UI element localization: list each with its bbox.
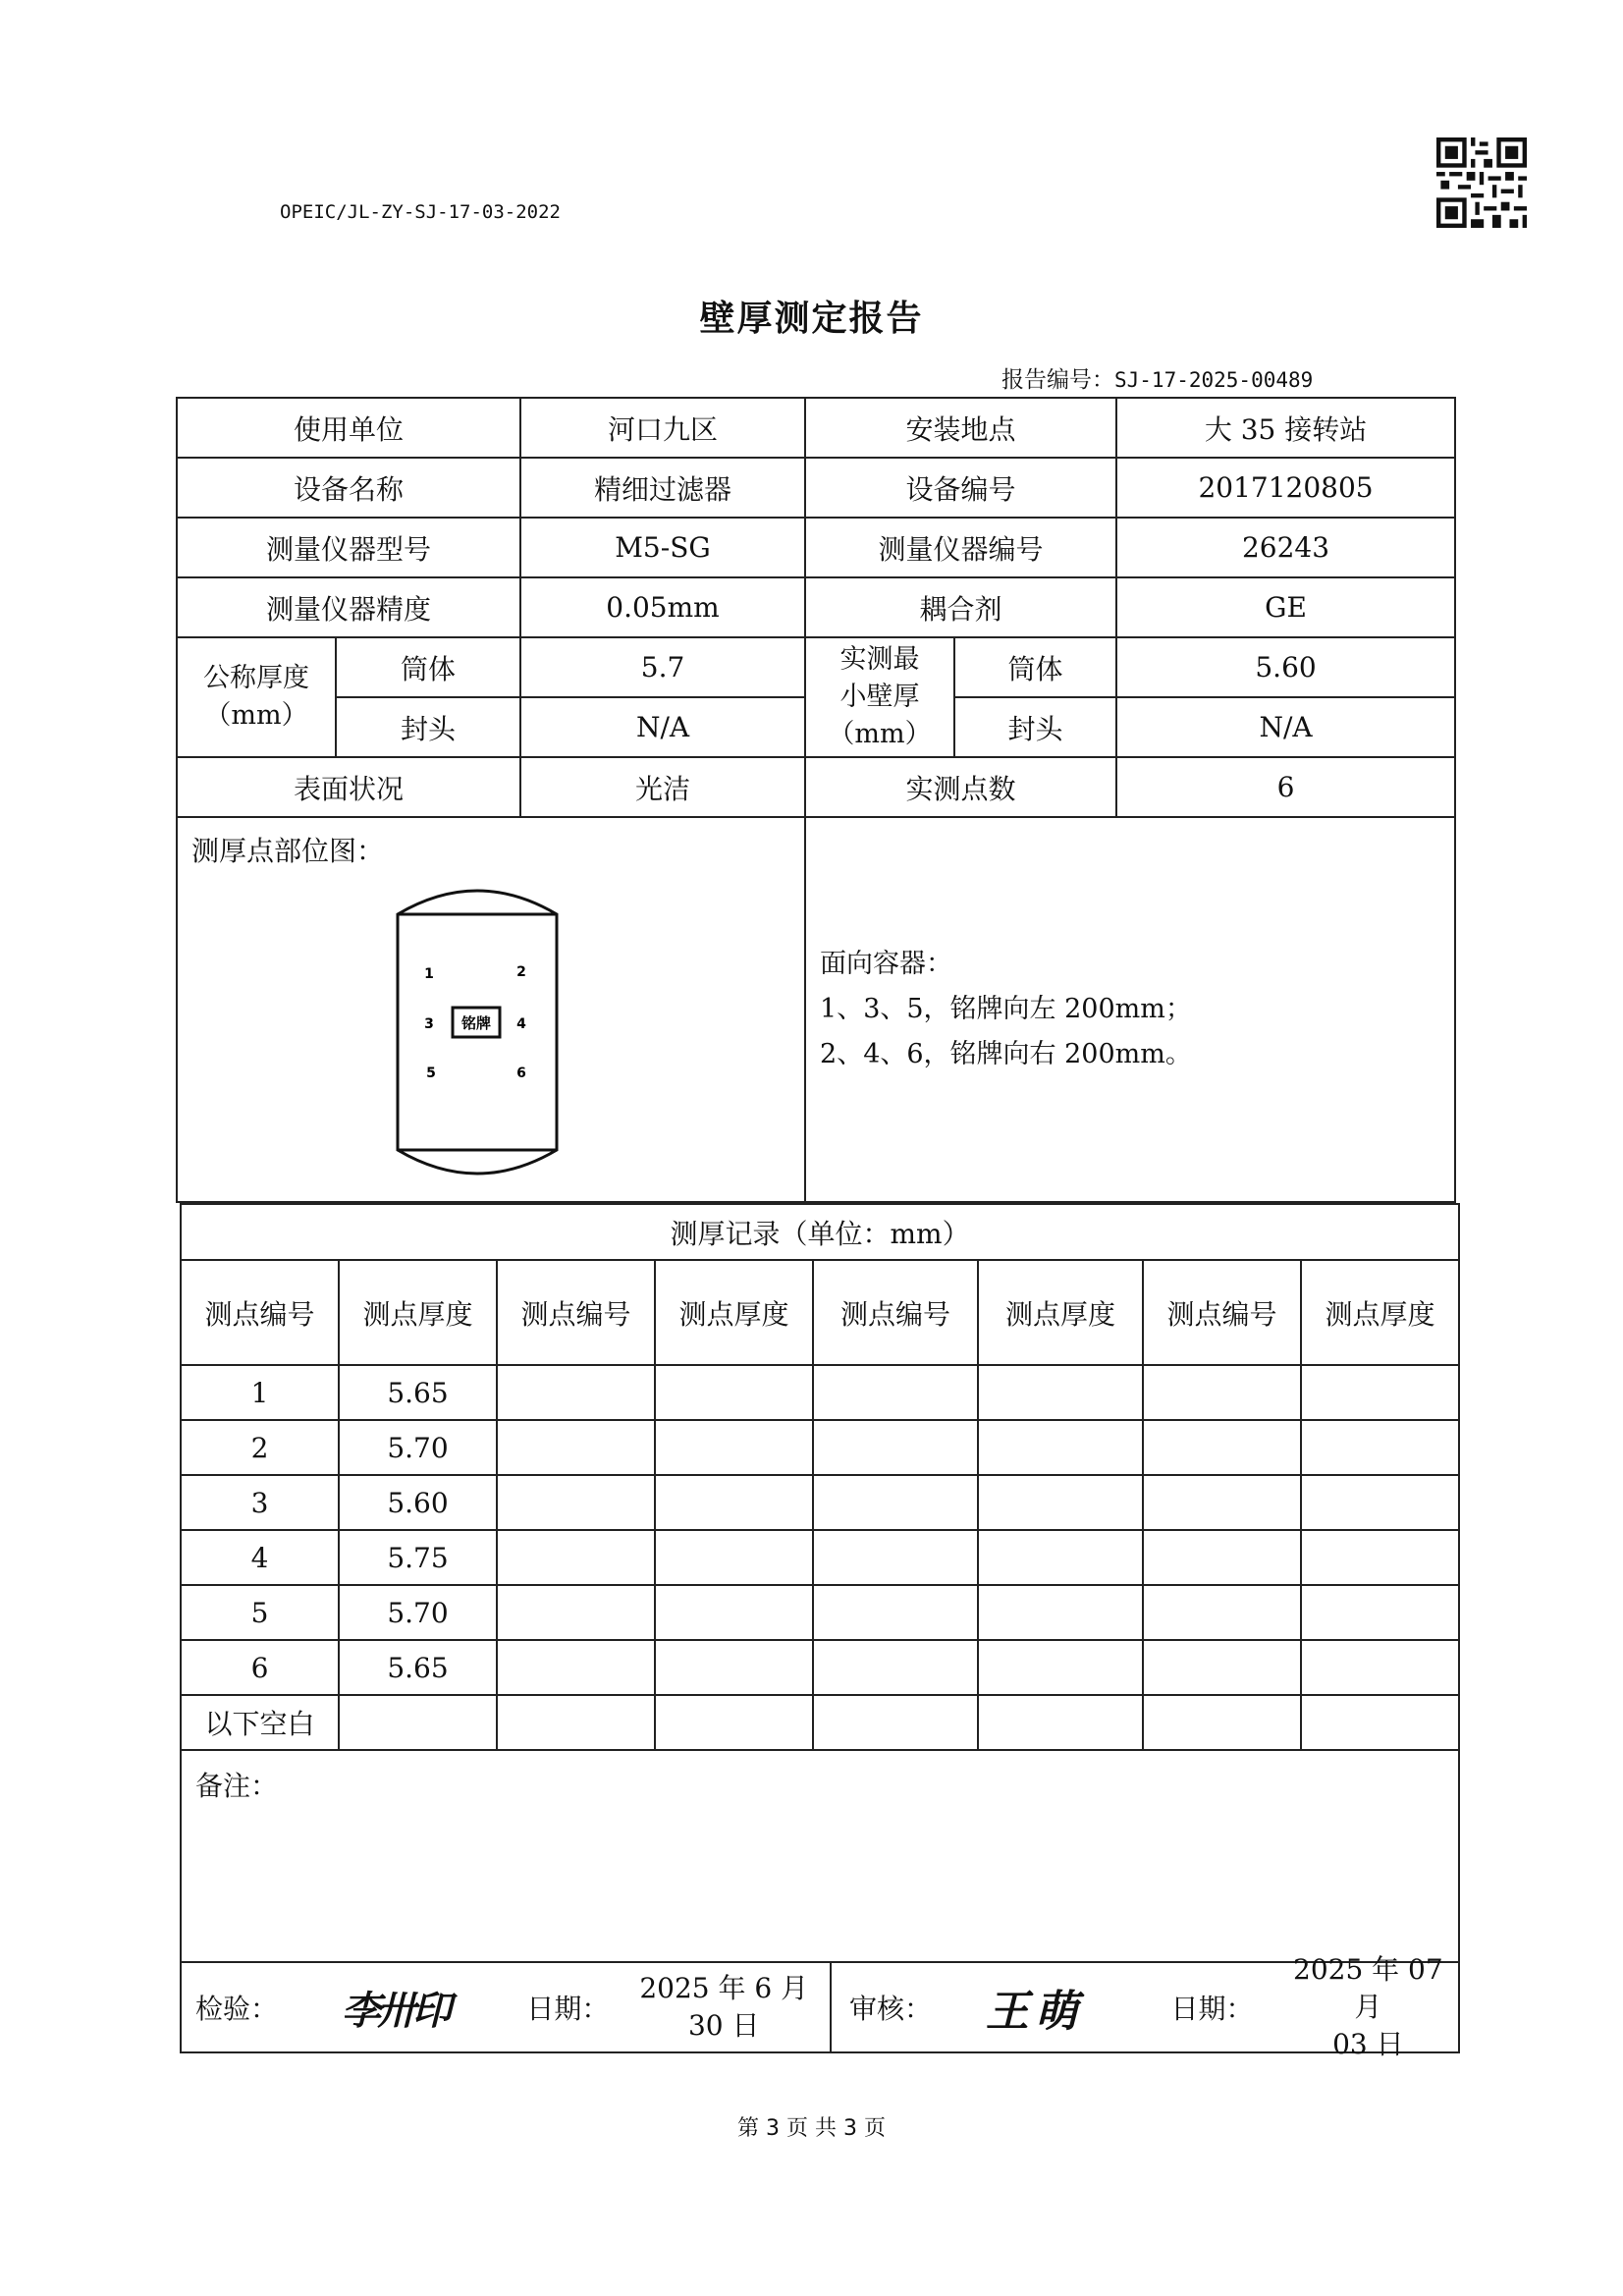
instrument-model-value: M5-SG: [520, 518, 805, 577]
equipment-info-table: [176, 397, 1456, 1203]
blank-below-label: 以下空白: [181, 1695, 339, 1750]
table-row: [177, 398, 1455, 458]
report-number-label: 报告编号：: [1001, 367, 1114, 393]
column-header: 测点厚度: [978, 1260, 1143, 1365]
vessel-diagram: [394, 885, 561, 1179]
note-line: 2、4、6，铭牌向右 200mm。: [820, 1039, 1192, 1069]
report-number-value: SJ-17-2025-00489: [1114, 368, 1314, 392]
point-thickness: 5.65: [339, 1365, 497, 1420]
point-thickness: 5.70: [339, 1420, 497, 1475]
review-date-line: 03 日: [1332, 2028, 1404, 2060]
empty-cell: [655, 1530, 813, 1585]
column-header: 测点厚度: [1301, 1260, 1459, 1365]
instrument-no-label: 测量仪器编号: [805, 518, 1116, 577]
user-unit-value: 河口九区: [520, 398, 805, 458]
empty-cell: [978, 1585, 1143, 1640]
measured-min-unit: （mm）: [828, 719, 932, 749]
empty-cell: [339, 1695, 497, 1750]
empty-cell: [1143, 1695, 1301, 1750]
surface-value: 光洁: [520, 757, 805, 817]
nominal-shell-label: 筒体: [336, 637, 520, 697]
report-number: [1001, 361, 1313, 394]
instrument-precision-label: 测量仪器精度: [177, 577, 520, 637]
empty-cell: [1143, 1585, 1301, 1640]
empty-cell: [813, 1585, 978, 1640]
review-date: [1278, 1951, 1459, 2063]
signature-line: [182, 1953, 1458, 2060]
vessel-outline: [398, 891, 557, 1174]
nameplate-text: 铭牌: [460, 1014, 492, 1032]
empty-cell: [978, 1365, 1143, 1420]
equipment-name-label: 设备名称: [177, 458, 520, 518]
point-1-label: 1: [424, 966, 434, 982]
point-number: 3: [181, 1475, 339, 1530]
empty-cell: [813, 1365, 978, 1420]
empty-cell: [1301, 1365, 1459, 1420]
table-row: [181, 1204, 1459, 1260]
point-6-label: 6: [516, 1066, 526, 1081]
empty-cell: [978, 1640, 1143, 1695]
review-date-line: 2025 年 07 月: [1293, 1953, 1443, 2023]
inspector-label: 检验：: [195, 1993, 279, 2025]
measurement-diagram-cell: [177, 817, 805, 1202]
remarks-cell: [181, 1750, 1459, 1962]
column-header: 测点厚度: [655, 1260, 813, 1365]
empty-cell: [813, 1475, 978, 1530]
empty-cell: [1143, 1530, 1301, 1585]
empty-cell: [497, 1420, 655, 1475]
column-header: 测点编号: [813, 1260, 978, 1365]
empty-cell: [497, 1640, 655, 1695]
nominal-thickness-label-line: 公称厚度: [203, 663, 309, 693]
qr-code-icon: [1436, 137, 1527, 228]
table-row: [177, 577, 1455, 637]
inspect-date-label: 日期：: [526, 1993, 610, 2025]
empty-cell: [813, 1530, 978, 1585]
measured-min-label: [805, 637, 954, 757]
couplant-label: 耦合剂: [805, 577, 1116, 637]
measured-head-label: 封头: [954, 697, 1116, 757]
empty-cell: [655, 1640, 813, 1695]
empty-cell: [978, 1695, 1143, 1750]
empty-cell: [497, 1695, 655, 1750]
instrument-model-label: 测量仪器型号: [177, 518, 520, 577]
empty-cell: [978, 1420, 1143, 1475]
empty-cell: [497, 1475, 655, 1530]
note-line: 面向容器：: [820, 949, 953, 979]
table-row: [181, 1695, 1459, 1750]
table-row: [181, 1365, 1459, 1420]
empty-cell: [978, 1530, 1143, 1585]
empty-cell: [1301, 1585, 1459, 1640]
empty-cell: [1143, 1365, 1301, 1420]
empty-cell: [655, 1420, 813, 1475]
document-code: OPEIC/JL-ZY-SJ-17-03-2022: [280, 201, 561, 223]
point-4-label: 4: [516, 1016, 526, 1032]
empty-cell: [497, 1365, 655, 1420]
empty-cell: [655, 1365, 813, 1420]
empty-cell: [813, 1420, 978, 1475]
table-header-row: [181, 1260, 1459, 1365]
table-row: [181, 1640, 1459, 1695]
measured-shell-value: 5.60: [1116, 637, 1455, 697]
signature-cell: [181, 1953, 1459, 2060]
empty-cell: [978, 1475, 1143, 1530]
nominal-head-value: N/A: [520, 697, 805, 757]
reviewer-signature: 王萌: [985, 1987, 1084, 2037]
couplant-value: GE: [1116, 577, 1455, 637]
inspect-date-line: 2025 年 6 月: [639, 1972, 809, 2004]
table-row: [177, 458, 1455, 518]
measured-min-label-line: 小壁厚: [839, 682, 920, 712]
column-header: 测点厚度: [339, 1260, 497, 1365]
equipment-name-value: 精细过滤器: [520, 458, 805, 518]
inspect-date-line: 30 日: [687, 2009, 760, 2042]
measured-head-value: N/A: [1116, 697, 1455, 757]
thickness-record-table: [180, 1203, 1460, 2060]
location-value: 大 35 接转站: [1116, 398, 1455, 458]
empty-cell: [655, 1585, 813, 1640]
points-count-label: 实测点数: [805, 757, 1116, 817]
empty-cell: [1301, 1640, 1459, 1695]
surface-label: 表面状况: [177, 757, 520, 817]
measured-shell-label: 筒体: [954, 637, 1116, 697]
point-number: 6: [181, 1640, 339, 1695]
measured-min-label-line: 实测最: [839, 644, 920, 675]
measurement-note-cell: [805, 817, 1455, 1202]
empty-cell: [1143, 1420, 1301, 1475]
location-label: 安装地点: [805, 398, 1116, 458]
report-title: 壁厚测定报告: [699, 299, 924, 339]
equipment-no-label: 设备编号: [805, 458, 1116, 518]
empty-cell: [1301, 1695, 1459, 1750]
point-thickness: 5.65: [339, 1640, 497, 1695]
table-row: [177, 757, 1455, 817]
remarks-label: 备注：: [195, 1770, 279, 1802]
empty-cell: [1301, 1420, 1459, 1475]
table-row: [181, 1530, 1459, 1585]
empty-cell: [1301, 1530, 1459, 1585]
point-5-label: 5: [426, 1066, 436, 1081]
reviewer-label: 审核：: [849, 1993, 933, 2025]
empty-cell: [1301, 1475, 1459, 1530]
note-line: 1、3、5，铭牌向左 200mm；: [820, 994, 1192, 1024]
user-unit-label: 使用单位: [177, 398, 520, 458]
page-footer: 第 3 页 共 3 页: [737, 2116, 886, 2141]
column-header: 测点编号: [1143, 1260, 1301, 1365]
inspector-signature: 李卅印: [341, 1987, 448, 2034]
point-thickness: 5.60: [339, 1475, 497, 1530]
table-row: [177, 518, 1455, 577]
diagram-label: 测厚点部位图：: [191, 835, 385, 867]
nominal-head-label: 封头: [336, 697, 520, 757]
table-row: [177, 817, 1455, 1202]
nominal-shell-value: 5.7: [520, 637, 805, 697]
signature-divider: [830, 1963, 832, 2051]
review-date-label: 日期：: [1170, 1993, 1254, 2025]
instrument-precision-value: 0.05mm: [520, 577, 805, 637]
nominal-thickness-unit: （mm）: [204, 700, 308, 731]
column-header: 测点编号: [497, 1260, 655, 1365]
point-thickness: 5.75: [339, 1530, 497, 1585]
table-row: [181, 1475, 1459, 1530]
equipment-no-value: 2017120805: [1116, 458, 1455, 518]
point-2-label: 2: [516, 964, 526, 980]
point-number: 1: [181, 1365, 339, 1420]
table-row: [181, 1420, 1459, 1475]
table-row: [181, 1750, 1459, 1962]
record-title: 测厚记录（单位：mm）: [181, 1204, 1459, 1260]
point-number: 4: [181, 1530, 339, 1585]
column-header: 测点编号: [181, 1260, 339, 1365]
signature-row: [181, 1962, 1459, 2052]
empty-cell: [497, 1530, 655, 1585]
instrument-no-value: 26243: [1116, 518, 1455, 577]
empty-cell: [1143, 1475, 1301, 1530]
point-thickness: 5.70: [339, 1585, 497, 1640]
table-row: [181, 1585, 1459, 1640]
empty-cell: [813, 1640, 978, 1695]
point-3-label: 3: [424, 1016, 434, 1032]
empty-cell: [1143, 1640, 1301, 1695]
table-row: [177, 637, 1455, 697]
empty-cell: [813, 1695, 978, 1750]
point-number: 5: [181, 1585, 339, 1640]
nominal-thickness-label: [177, 637, 336, 757]
points-count-value: 6: [1116, 757, 1455, 817]
inspect-date: [633, 1970, 814, 2045]
empty-cell: [655, 1695, 813, 1750]
point-number: 2: [181, 1420, 339, 1475]
empty-cell: [497, 1585, 655, 1640]
empty-cell: [655, 1475, 813, 1530]
